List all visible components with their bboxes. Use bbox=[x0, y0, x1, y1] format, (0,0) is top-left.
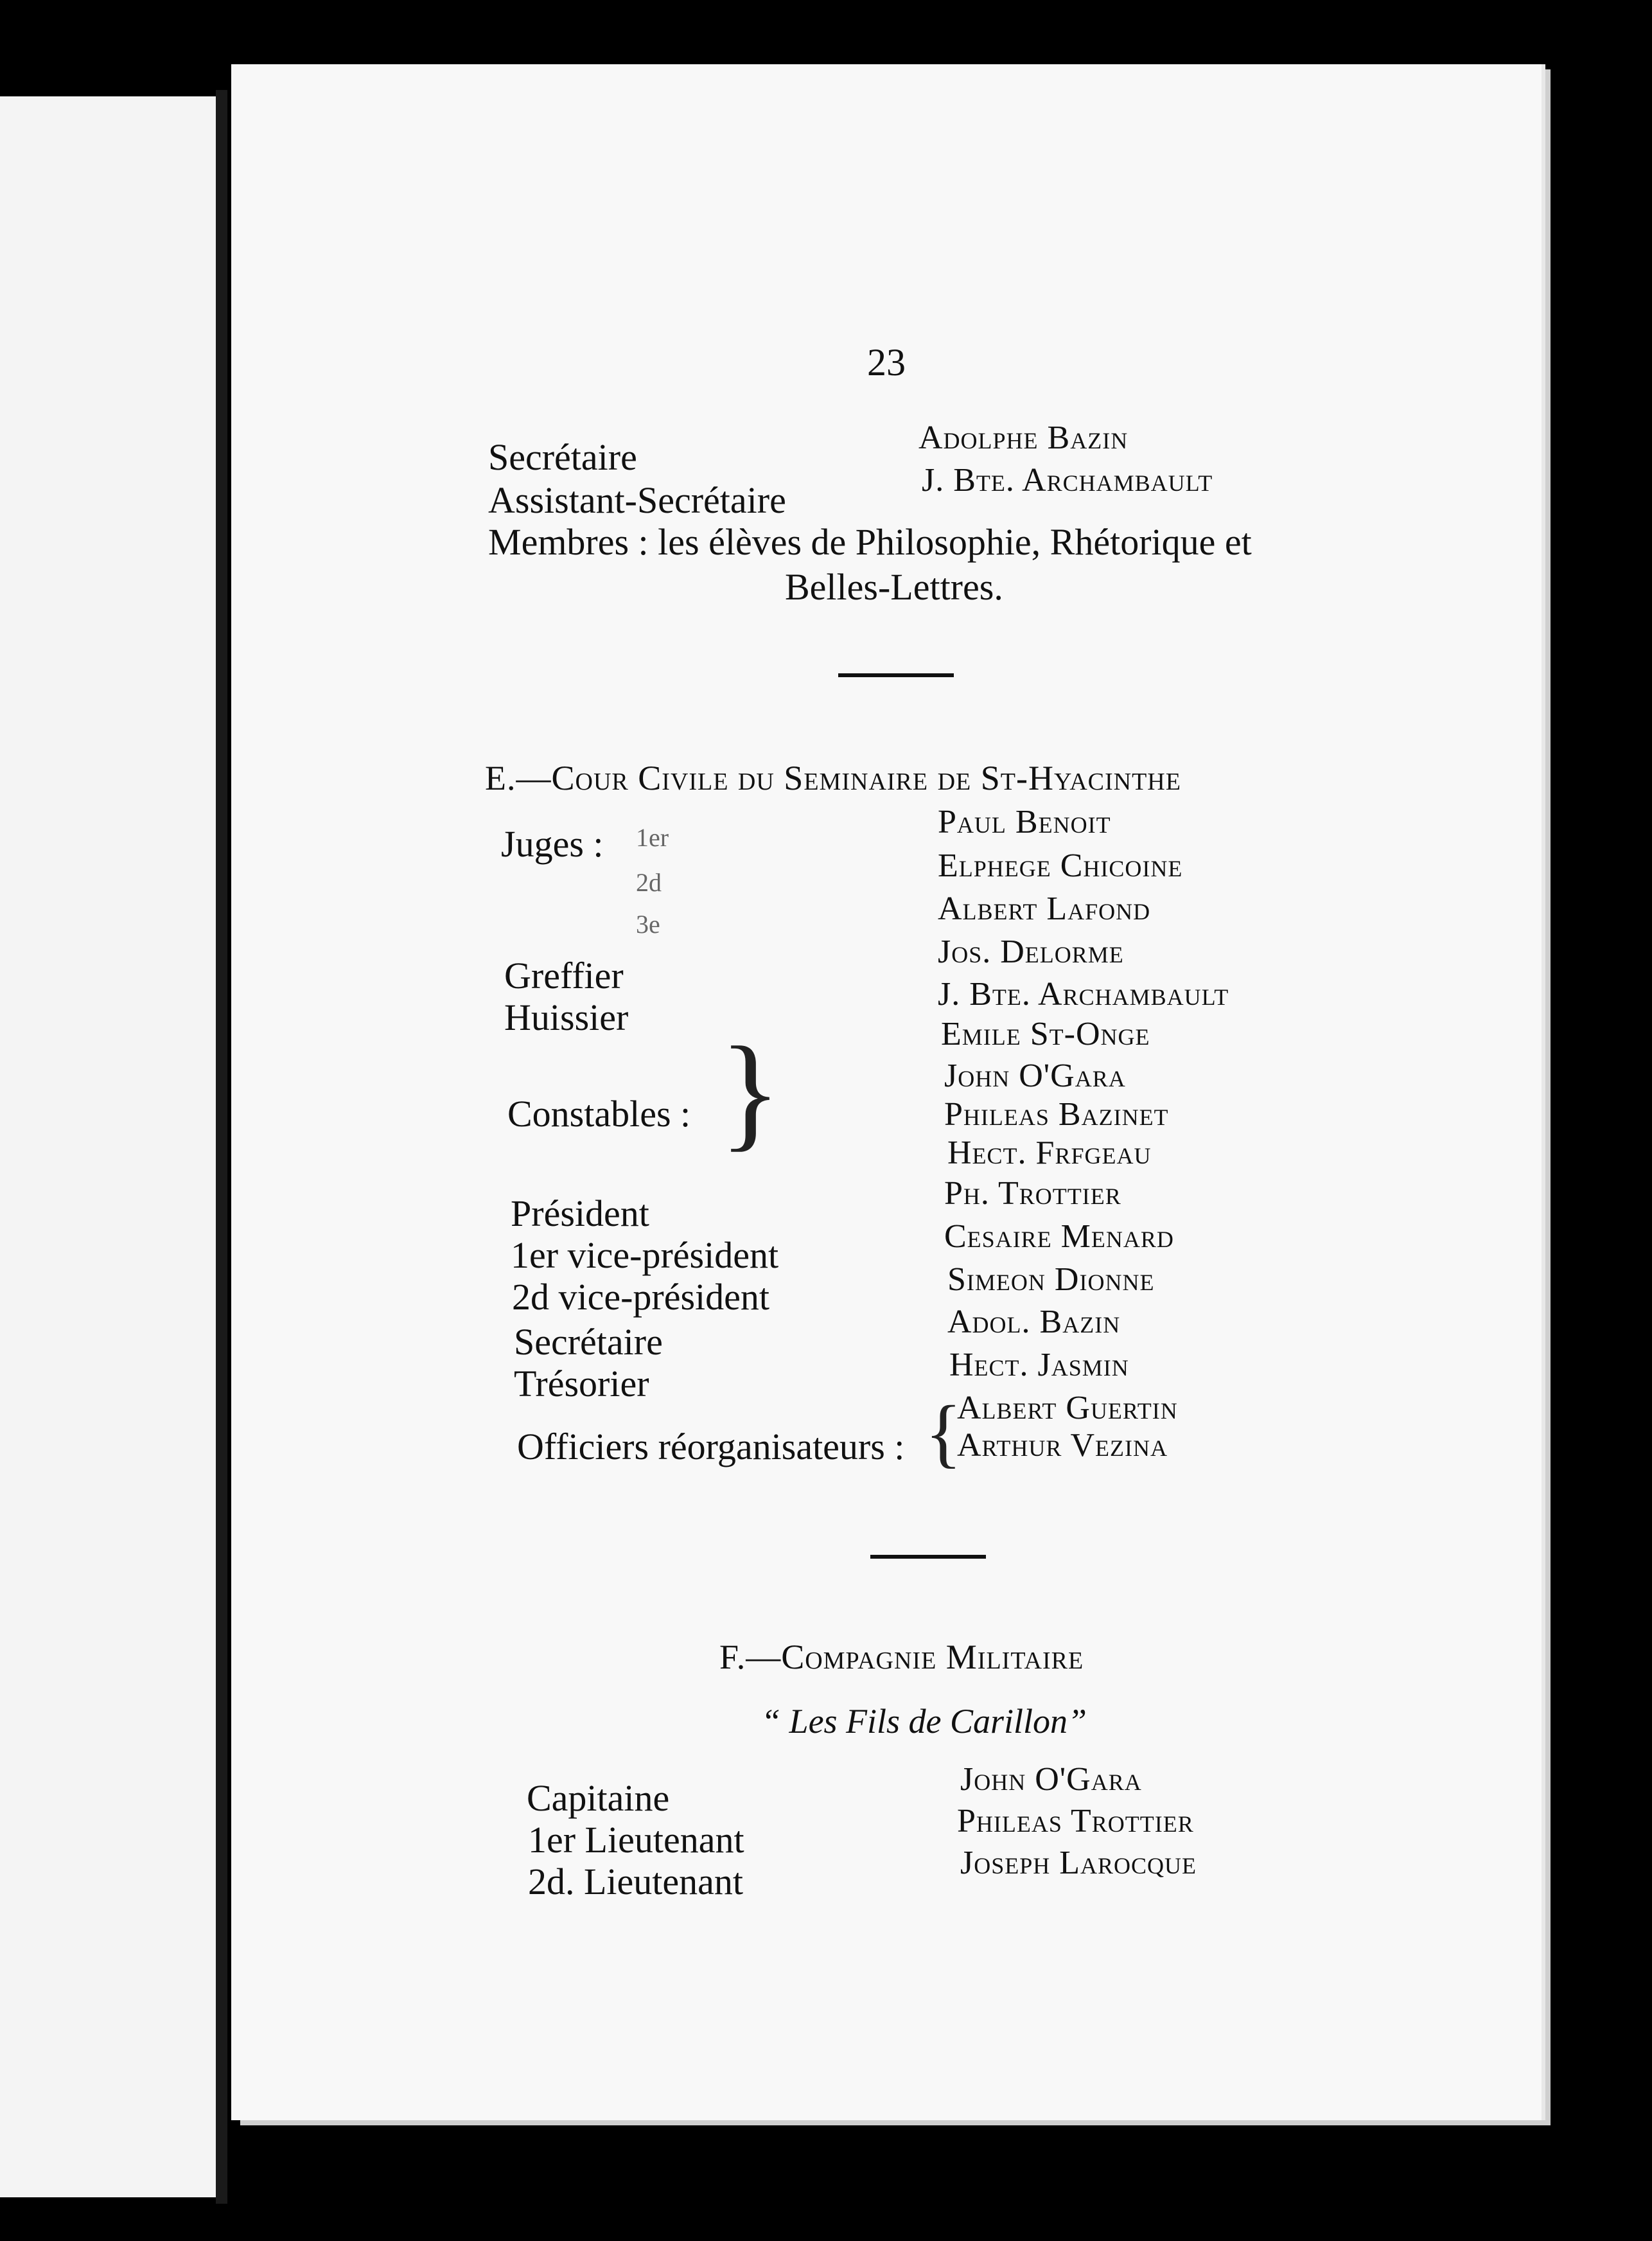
name-president: Cesaire Menard bbox=[944, 1218, 1174, 1255]
role-assistant-secretaire: Assistant-Secrétaire bbox=[488, 479, 786, 521]
reorg-brace: { bbox=[925, 1390, 962, 1475]
role-tresorier: Trésorier bbox=[514, 1363, 649, 1404]
name-vice-president-1: Simeon Dionne bbox=[947, 1261, 1155, 1298]
page-number: 23 bbox=[867, 341, 906, 384]
reorg-name-1: Albert Guertin bbox=[957, 1390, 1178, 1426]
role-greffier: Greffier bbox=[504, 955, 624, 996]
name-vice-president-2: Adol. Bazin bbox=[947, 1304, 1121, 1340]
facing-page bbox=[0, 96, 222, 2197]
section-f-subtitle: “ Les Fils de Carillon” bbox=[761, 1702, 1087, 1741]
judge-ordinal-1: 1er bbox=[636, 823, 669, 852]
book-binding-edge bbox=[216, 90, 227, 2204]
judge-name-2: Elphege Chicoine bbox=[938, 847, 1183, 884]
name-greffier: J. Bte. Archambault bbox=[938, 976, 1229, 1013]
role-capitaine: Capitaine bbox=[527, 1777, 670, 1819]
constable-1: John O'Gara bbox=[944, 1058, 1126, 1094]
role-secretaire: Secrétaire bbox=[488, 436, 637, 478]
name-lieutenant-2: Joseph Larocque bbox=[960, 1845, 1197, 1881]
name-secretaire: Adolphe Bazin bbox=[918, 420, 1129, 456]
members-line-1: Membres : les élèves de Philosophie, Rhétorique et bbox=[488, 521, 1252, 563]
section-f-title: F.—Compagnie Militaire bbox=[719, 1638, 1084, 1676]
role-vice-president-1: 1er vice-président bbox=[511, 1234, 779, 1276]
constables-label: Constables : bbox=[507, 1093, 691, 1135]
name-secretaire-court: Hect. Jasmin bbox=[949, 1347, 1129, 1383]
name-delorme: Jos. Delorme bbox=[938, 934, 1124, 970]
section-e-title: E.—Cour Civile du Seminaire de St-Hyacinthe bbox=[485, 759, 1181, 797]
name-assistant-secretaire: J. Bte. Archambault bbox=[922, 462, 1213, 499]
name-capitaine: John O'Gara bbox=[960, 1761, 1142, 1798]
constable-2: Phileas Bazinet bbox=[944, 1096, 1169, 1133]
judge-ordinal-2: 2d bbox=[636, 868, 662, 897]
constables-brace: } bbox=[719, 1021, 781, 1163]
document-page bbox=[231, 64, 1542, 2120]
reorg-name-2: Arthur Vezina bbox=[957, 1427, 1168, 1464]
role-lieutenant-1: 1er Lieutenant bbox=[528, 1819, 744, 1861]
role-president: Président bbox=[511, 1192, 649, 1234]
role-secretaire-court: Secrétaire bbox=[514, 1321, 663, 1363]
section-divider bbox=[838, 673, 954, 677]
role-huissier: Huissier bbox=[504, 996, 629, 1038]
name-lieutenant-1: Phileas Trottier bbox=[957, 1803, 1194, 1839]
section-divider bbox=[870, 1555, 986, 1559]
reorg-label: Officiers réorganisateurs : bbox=[517, 1426, 905, 1467]
judge-ordinal-3: 3e bbox=[636, 910, 660, 939]
name-trottier: Ph. Trottier bbox=[944, 1175, 1121, 1212]
role-vice-president-2: 2d vice-président bbox=[512, 1276, 770, 1318]
judge-name-3: Albert Lafond bbox=[938, 890, 1151, 927]
members-line-2: Belles-Lettres. bbox=[785, 566, 1003, 608]
constable-3: Hect. Frfgeau bbox=[947, 1135, 1152, 1171]
judge-name-1: Paul Benoit bbox=[938, 804, 1111, 840]
role-lieutenant-2: 2d. Lieutenant bbox=[528, 1861, 744, 1902]
judges-label: Juges : bbox=[501, 823, 604, 865]
name-huissier: Emile St-Onge bbox=[941, 1016, 1150, 1052]
